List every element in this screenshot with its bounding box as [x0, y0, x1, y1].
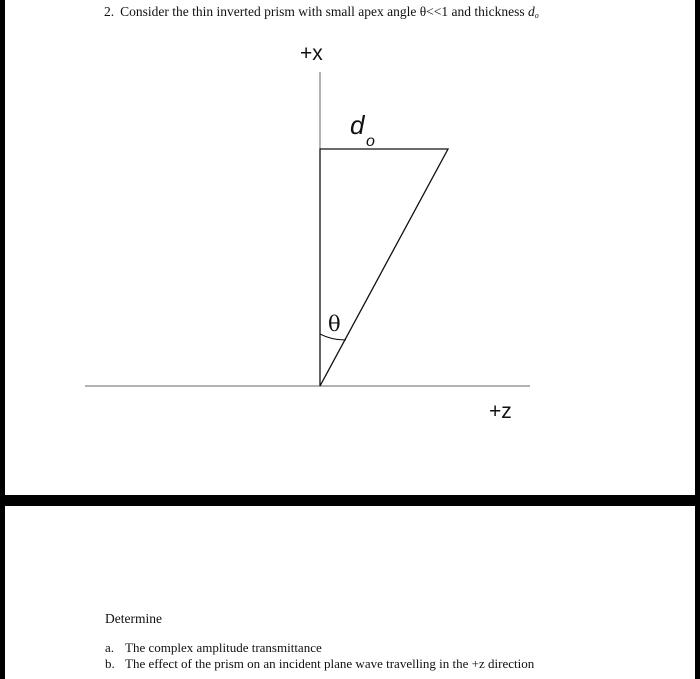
thickness-subscript: o [366, 133, 375, 150]
task-item-b [105, 656, 534, 672]
task-text: The effect of the prism on an incident plane wave travelling in the +z direction [125, 656, 535, 671]
task-text: The complex amplitude transmittance [125, 640, 322, 655]
z-axis-label: +z [489, 400, 512, 423]
task-panel [5, 506, 695, 679]
thickness-label: d [350, 110, 365, 140]
determine-heading: Determine [105, 611, 162, 626]
task-marker: a. [105, 640, 115, 655]
angle-label: θ [328, 312, 341, 336]
thickness-variable-symbol: d [528, 4, 535, 19]
prism-shape [320, 149, 448, 386]
x-axis-label: +x [300, 42, 323, 65]
task-marker: b. [105, 656, 115, 671]
question-text: Consider the thin inverted prism with small apex angle θ<<1 and thickness [120, 4, 525, 19]
task-item-a [105, 640, 322, 656]
thickness-variable-subscript: o [534, 11, 539, 20]
question-number: 2. [104, 4, 115, 19]
